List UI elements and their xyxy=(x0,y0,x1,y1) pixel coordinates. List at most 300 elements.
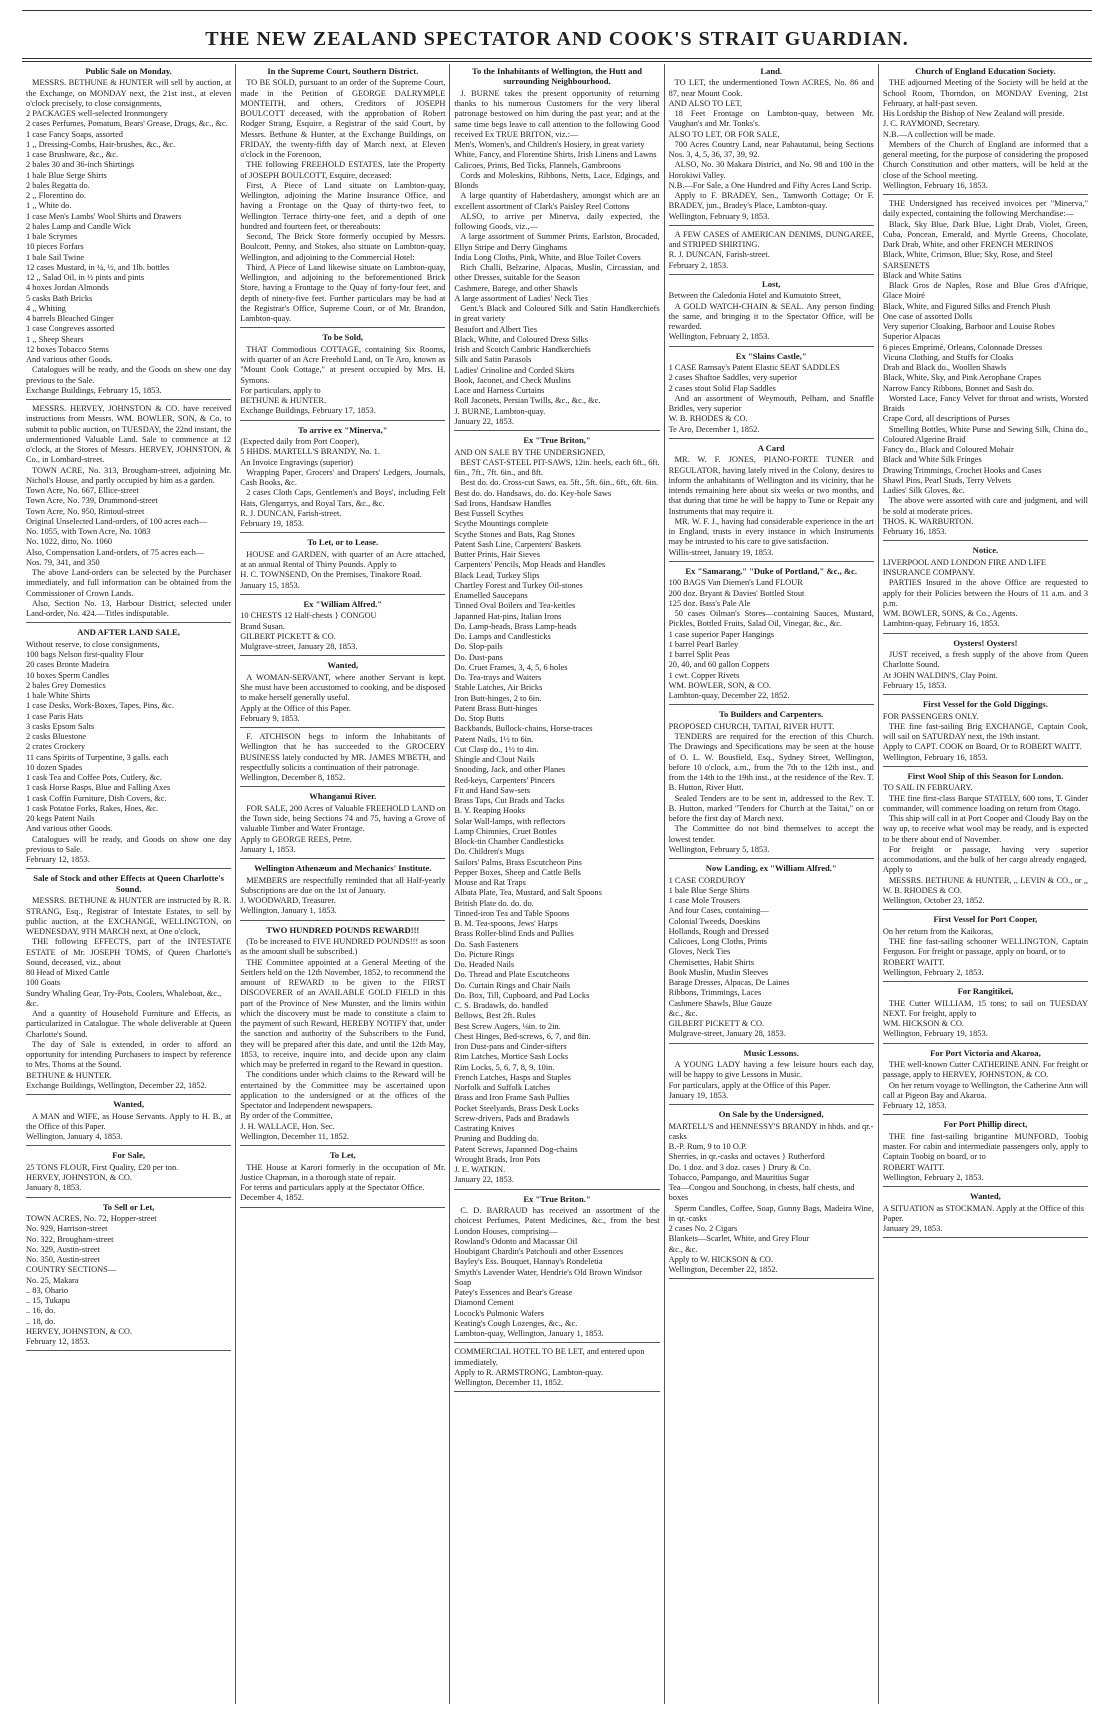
advertisement-line: February 12, 1853. xyxy=(26,855,90,865)
advertisement-line: 2 bales Lamp and Candle Wick xyxy=(26,221,131,231)
advertisement-line: Do. 1 doz. and 3 doz. cases } Drury & Co. xyxy=(668,1162,811,1172)
advertisement-heading: Wellington Athenæum and Mechanics' Institute. xyxy=(254,863,432,874)
advertisement-line: A large quantity of Haberdashery, amongst which are an excellent assortment of Clark's Paisley Reel Cottons xyxy=(454,191,660,211)
advertisement-line: Mulgrave-street, January 28, 1853. xyxy=(240,642,358,652)
advertisement-line: Black Lead, Turkey Slips xyxy=(454,570,540,580)
advertisement-line: 1 case Congreves assorted xyxy=(26,324,115,334)
advertisement-line: GILBERT PICKETT & CO. xyxy=(668,1019,765,1029)
advertisement-line: Bellows, Best 2ft. Rules xyxy=(454,1011,536,1021)
advertisement xyxy=(240,658,445,728)
advertisement xyxy=(240,730,445,787)
advertisement-heading: First Vessel for Port Cooper, xyxy=(933,914,1038,925)
advertisement-line: Scythe Stones and Bats, Rag Stones xyxy=(454,529,575,539)
advertisement-line: N.B.—A collection will be made. xyxy=(882,129,996,139)
advertisement-line: January 22, 1853. xyxy=(454,1175,514,1185)
advertisement xyxy=(669,64,874,226)
advertisement-line: THE following EFFECTS, part of the INTESTATE ESTATE of Mr. JOSEPH TOMS, of Queen Charlotte's Sound, deceased, viz., about xyxy=(26,937,232,967)
advertisement-line: No. 25, Makara xyxy=(26,1275,79,1285)
advertisement-line: Without reserve, to close consignments, xyxy=(26,639,160,649)
advertisement-line: Mulgrave-street, January 28, 1853. xyxy=(668,1029,786,1039)
advertisement-line: 2 bales Regatta do. xyxy=(26,180,90,190)
advertisement-heading: Ex "William Alfred." xyxy=(303,598,383,609)
advertisement-line: Carpenters' Pencils, Mop Heads and Handles xyxy=(454,560,606,570)
advertisement xyxy=(240,597,445,656)
advertisement-line: Albata Plate, Tea, Mustard, and Salt Spoons xyxy=(454,888,602,898)
advertisement-line: .. 18, do. xyxy=(26,1316,56,1326)
advertisement-line: Pruning and Budding do. xyxy=(454,1134,539,1144)
advertisement-heading: Whanganui River. xyxy=(309,791,377,802)
advertisement-line: January 8, 1853. xyxy=(26,1183,82,1193)
advertisement-line: Wellington, December 11, 1852. xyxy=(240,1131,349,1141)
advertisement-line: Calicoes, Prints, Bed Ticks, Flannels, Gambroons xyxy=(454,160,621,170)
advertisement-line: THE following FREEHOLD ESTATES, late the Property of JOSEPH BOULCOTT, Esquire, deceased: xyxy=(240,160,446,180)
advertisement xyxy=(669,228,874,275)
advertisement-line: 20, 40, and 60 gallon Coppers xyxy=(668,660,770,670)
advertisement-line: 2 cases No. 2 Cigars xyxy=(668,1224,738,1234)
advertisement-line: Exchange Buildings, February 15, 1853. xyxy=(26,385,162,395)
advertisement-line: 20 cases Bronte Madeira xyxy=(26,660,110,670)
advertisement-line: 1 case Brushware, &c., &c. xyxy=(26,150,119,160)
advertisement-line: 1 case Men's Lambs' Wool Shirts and Drawers xyxy=(26,211,182,221)
advertisement-line: Solar Wall-lamps, with reflectors xyxy=(454,816,566,826)
advertisement-line: 10 boxes Sperm Candles xyxy=(26,670,110,680)
advertisement-line: Gent.'s Black and Coloured Silk and Satin Handkerchiefs in great variety xyxy=(454,304,660,324)
advertisement-line: 1 cask Potatoe Forks, Rakes, Hoes, &c. xyxy=(26,803,159,813)
advertisement-line: Iron Butt-hinges, 2 to 6in. xyxy=(454,693,542,703)
advertisement-heading: To Let, or to Lease. xyxy=(307,537,379,548)
advertisement-line: Smelling Bottles, White Purse and Sewing Silk, China do., Coloured Algerine Braid xyxy=(882,424,1089,444)
advertisement-line: One case of assorted Dolls xyxy=(882,311,973,321)
advertisement-line: Te Aro, December 1, 1852. xyxy=(668,424,760,434)
advertisement-heading: To Let, xyxy=(329,1150,356,1161)
advertisement-line: December 4, 1852. xyxy=(240,1193,304,1203)
advertisement-line: 10 CHESTS 12 Half-chests } CONGOU xyxy=(240,611,377,621)
advertisement-line: 1 barrel Split Peas xyxy=(668,650,730,660)
advertisement-line: February 2, 1853. xyxy=(668,260,729,270)
advertisement-heading: Wanted, xyxy=(970,1191,1001,1202)
advertisement-line: January 22, 1853. xyxy=(454,416,514,426)
advertisement-line: MESSRS. BETHUNE & HUNTER will sell by auction, at the Exchange, on MONDAY next, the 21st inst., at eleven o'clock precisely, to close consignments, xyxy=(26,78,232,108)
advertisement-line: Wellington, October 23, 1852. xyxy=(882,896,985,906)
advertisement-heading: Land. xyxy=(760,66,783,76)
advertisement-line: FOR SALE, 200 Acres of Valuable FREEHOLD LAND on the Town side, being Sections 74 and 75, having a Grove of valuable Timber and Water Frontage. xyxy=(240,803,446,834)
advertisement-line: J. BURNE takes the present opportunity of returning thanks to his numerous Customers for the very liberal patronage bestowed on him during the past year; and at the same time begs leave to call attention to the following Good received Ex TRUE BRITON, viz.:— xyxy=(454,88,660,139)
advertisement-line: Black, Sky Blue, Dark Blue, Light Drab, Violet, Green, Cuba, Poncean, Emerald, and Myrtle Greens, Chocolate, Dark Drab, White, and other FRENCH MERINOS xyxy=(882,219,1089,250)
advertisement-line: 18 Feet Frontage on Lambton-quay, between Mr. Vaughan's and Mr. Tonks's. xyxy=(668,109,874,129)
advertisement-line: Chemisettes, Habit Shirts xyxy=(668,957,754,967)
advertisement-line: At JOHN WALDIN'S, Clay Point. xyxy=(882,670,998,680)
advertisement-line: No. 322, Brougham-street xyxy=(26,1234,114,1244)
advertisement-line: Wellington, January 1, 1853. xyxy=(240,906,337,916)
advertisement-line: A large assortment of Summer Prints, Earlston, Brocaded, Ellyn Stripe and Derry Ginghams xyxy=(454,232,660,252)
advertisement-line: 80 Head of Mixed Cattle xyxy=(26,968,110,978)
advertisement-line: 10 dozen Spades xyxy=(26,762,83,772)
advertisement-line: Diamond Cement xyxy=(454,1298,514,1308)
advertisement-line: The above Land-orders can be selected by the Purchaser immediately, and full information can be obtained from the Commissioner of Crown Lands. xyxy=(26,568,232,598)
advertisement-line: Snooding, Jack, and other Planes xyxy=(454,765,566,775)
advertisement-line: And various other Goods. xyxy=(26,824,113,834)
advertisement-line: 1 cask Tea and Coffee Pots, Cutlery, &c. xyxy=(26,773,162,783)
column-5 xyxy=(878,64,1092,1704)
advertisement-line: The above were assorted with care and judgment, and will be sold at moderate prices. xyxy=(882,496,1089,516)
advertisement-line: Rowland's Odonto and Macassar Oil xyxy=(454,1236,578,1246)
advertisement-line: January 29, 1853. xyxy=(882,1224,943,1234)
advertisement-line: January 19, 1853. xyxy=(668,1090,729,1100)
advertisement-line: 2 casks Bluestone xyxy=(26,732,87,742)
advertisement-line: Wellington, February 9, 1853. xyxy=(668,211,770,221)
advertisement-line: TOWN ACRE, No. 313, Brougham-street, adjoining Mr. Nichol's House, and partly occupied by him as a garden. xyxy=(26,465,232,485)
advertisement xyxy=(454,64,659,431)
advertisement-line: British Plate do. do. do. xyxy=(454,898,534,908)
column-2 xyxy=(235,64,449,1704)
advertisement-line: Do. Box, Till, Cupboard, and Pad Locks xyxy=(454,990,590,1000)
advertisement-line: A WOMAN-SERVANT, where another Servant is kept. She must have been accustomed to cooking, and be disposed to make herself generally useful. xyxy=(240,672,446,703)
advertisement xyxy=(669,441,874,562)
advertisement-line: Gloves, Neck Ties xyxy=(668,947,731,957)
advertisement-line: Narrow Fancy Ribbons, Bonnet and Sash do. xyxy=(882,383,1035,393)
advertisement-line: For freight or passage, having very superior accommodations, and the bulk of her cargo already engaged, xyxy=(882,844,1089,865)
advertisement-heading: For Port Phillip direct, xyxy=(943,1119,1028,1130)
advertisement-line: Best Fussell Scythes xyxy=(454,509,524,519)
advertisement-columns xyxy=(22,64,1092,1704)
newspaper-title: THE NEW ZEALAND SPECTATOR AND COOK'S STRAIT GUARDIAN. xyxy=(205,28,909,50)
advertisement-line: 1 CASE Ramsay's Patent Elastic SEAT SADDLES xyxy=(668,363,840,373)
advertisement-line: For particulars, apply to xyxy=(240,385,321,395)
advertisement xyxy=(240,64,445,328)
advertisement-line: 50 cases Oilman's Stores—containing Sauces, Mustard, Pickles, Bottled Fruits, Salad Oil, Vinegar, &c., &c. xyxy=(668,609,874,629)
advertisement-line: Wellington, February 2, 1853. xyxy=(882,967,984,977)
advertisement-line: Blankets—Scarlet, White, and Grey Flour xyxy=(668,1234,810,1244)
advertisement-line: Do. Cruet Frames, 3, 4, 5, 6 holes xyxy=(454,662,568,672)
advertisement xyxy=(26,625,231,869)
advertisement-heading: To arrive ex "Minerva," xyxy=(298,424,388,435)
advertisement-line: His Lordship the Bishop of New Zealand will preside. xyxy=(882,109,1065,119)
advertisement-line: February 15, 1853. xyxy=(882,680,947,690)
advertisement-line: Sealed Tenders are to be sent in, addressed to the Rev. T. B. Hutton, marked "Tenders for Church at the Taitai," on or before the first day of March next. xyxy=(668,793,874,824)
advertisement-line: Black and White Satins xyxy=(882,270,962,280)
column-1 xyxy=(22,64,235,1704)
advertisement-line: Do. Picture Rings xyxy=(454,949,515,959)
advertisement-line: Apply at the Office of this Paper. xyxy=(240,703,351,713)
advertisement-line: Stable Latches, Air Bricks xyxy=(454,683,543,693)
advertisement-line: Castrating Knives xyxy=(454,1124,515,1134)
advertisement-line: 12 boxes Tobacco Stems xyxy=(26,344,109,354)
advertisement-line: J. E. WATKIN. xyxy=(454,1165,506,1175)
advertisement-line: Red-keys, Carpenters' Pincers xyxy=(454,775,555,785)
advertisement-line: AND ALSO TO LET, xyxy=(668,98,743,108)
advertisement-line: 100 BAGS Van Diemen's Land FLOUR xyxy=(668,578,803,588)
advertisement-line: Beaufort and Albert Ties xyxy=(454,324,537,334)
advertisement-line: BEST CAST-STEEL PIT-SAWS, 12in. heels, each 6ft., 6ft. 6in., 7ft., 7ft. 6in., and 8ft. xyxy=(454,457,660,478)
advertisement xyxy=(26,1200,231,1352)
advertisement-line: Sperm Candles, Coffee, Soap, Gunny Bags, Madeira Wine, in qr.-casks xyxy=(668,1203,874,1223)
advertisement-line: MR. W. F. J., having had considerable experience in the art in England, trusts in every instance in which Instruments may be intrusted to his care to give satisfaction. xyxy=(668,516,874,547)
column-4 xyxy=(664,64,878,1704)
advertisement xyxy=(669,861,874,1043)
advertisement-line: Wellington, February 5, 1853. xyxy=(668,844,770,854)
advertisement-line: Sundry Whaling Gear, Try-Pots, Coolers, Whaleboat, &c., &c. xyxy=(26,988,222,1008)
advertisement-line: 1 cwt. Copper Rivets xyxy=(668,670,740,680)
advertisement-line: 1 case Paris Hats xyxy=(26,711,83,721)
advertisement-line: Best do. do. Cross-cut Saws, ea. 5ft., 5ft. 6in., 6ft., 6ft. 6in. xyxy=(460,478,659,488)
advertisement-heading: Oysters! Oysters! xyxy=(953,637,1018,648)
advertisement-line: 2 PACKAGES well-selected Ironmongery xyxy=(26,109,168,119)
advertisement-line: Wellington, December 22, 1852. xyxy=(668,1265,778,1275)
advertisement-line: Apply to R. ARMSTRONG, Lambton-quay. xyxy=(454,1367,603,1377)
advertisement-line: Ladies' Crinoline and Corded Skirts xyxy=(454,365,575,375)
advertisement xyxy=(669,564,874,705)
advertisement-line: MARTELL'S and HENNESSY'S BRANDY in hhds. and qr.-casks xyxy=(668,1121,874,1141)
advertisement-line: An Invoice Engravings (superior) xyxy=(240,457,353,467)
advertisement-line: 2 bales 30 and 36-inch Shirtings xyxy=(26,160,135,170)
advertisement-line: Lambton-quay, December 22, 1852. xyxy=(668,691,790,701)
advertisement-line: Also, Compensation Land-orders, of 75 acres each— xyxy=(26,547,205,557)
advertisement-line: 10 pieces Forfars xyxy=(26,242,84,252)
advertisement-line: Do. Thread and Plate Escutcheons xyxy=(454,970,570,980)
advertisement-line: Screw-drivers, Pads and Bradawls xyxy=(454,1113,570,1123)
advertisement-line: Barage Dresses, Alpacas, De Laines xyxy=(668,978,790,988)
advertisement-line: ROBERT WAITT. xyxy=(882,957,945,967)
advertisement-line: 100 Goats xyxy=(26,978,61,988)
advertisement-line: 100 bags Nelson first-quality Flour xyxy=(26,650,144,660)
advertisement-line: On her return from the Kaikoras, xyxy=(882,926,994,936)
masthead xyxy=(0,10,1114,66)
advertisement xyxy=(883,984,1088,1043)
advertisement-line: Hollands, Rough and Dressed xyxy=(668,926,769,936)
advertisement-line: By order of the Committee, xyxy=(240,1111,333,1121)
advertisement-line: 1 barrel Pearl Barley xyxy=(668,639,739,649)
advertisement xyxy=(240,423,445,534)
advertisement-line: Houbigant Chardin's Patchouli and other Essences xyxy=(454,1247,624,1257)
advertisement-line: Wellington, February 2, 1853. xyxy=(882,1172,984,1182)
advertisement-line: J. H. WALLACE, Hon. Sec. xyxy=(240,1121,335,1131)
advertisement-line: 1 case Fancy Soaps, assorted xyxy=(26,129,123,139)
advertisement-line: HERVEY, JOHNSTON, & CO. xyxy=(26,1173,133,1183)
advertisement-line: Third, A Piece of Land likewise situate on Lambton-quay, Wellington, and adjoining to the beforementioned Brick Store, having a Frontage to the Quay of forty-four feet, and depth of ninety-five feet. Further particulars may be had at the Registrar's Office, Supreme Court, or of Mr. Brandon, Lambton-quay. xyxy=(240,262,446,324)
advertisement xyxy=(240,535,445,594)
advertisement-line: For terms and particulars apply at the Spectator Office. xyxy=(240,1183,425,1193)
advertisement-line: MR. W. F. JONES, PIANO-FORTE TUNER and REGULATOR, having lately rrived in the Colony, desires to inform the anhabitants of Wellington and its vicinity, that he intends remaining here about six weeks or two months, and that during that time he will be happy to Tune or Repair any Instruments that may require it. xyxy=(668,455,874,516)
advertisement-line: THE House at Karori formerly in the occupation of Mr. Justice Chapman, in a thorough state of repair. xyxy=(240,1162,446,1182)
advertisement-line: Crape Cord, all descriptions of Purses xyxy=(882,414,1010,424)
advertisement-line: 11 cans Spirits of Turpentine, 3 galls. each xyxy=(26,752,169,762)
advertisement-line: Wellington, December 11, 1852. xyxy=(454,1378,564,1388)
advertisement-line: 2 cases Cloth Caps, Gentlemen's and Boys', including Felt Hats, Glengarrys, and Royal Tars, &c., &c. xyxy=(240,488,446,508)
advertisement xyxy=(26,1148,231,1197)
advertisement-line: Nos. 79, 341, and 350 xyxy=(26,557,100,567)
advertisement-line: Book Muslin, Muslin Sleeves xyxy=(668,967,769,977)
advertisement-line: MESSRS. HERVEY, JOHNSTON & CO. have received instructions from Messrs. WM. BOWLER, SON, & Co. to submit to public auction, on TUESDAY, the 22nd instant, the undermentioned Valuable Land. Sale to commence at 12 o'clock, at the Stores of Messrs. HERVEY, JOHNSTON, & Co., in Lombard-street. xyxy=(26,404,232,465)
advertisement-heading: On Sale by the Undersigned, xyxy=(718,1109,824,1120)
advertisement-line: THE fine fast-sailing Brig EXCHANGE, Captain Cook, will sail on SATURDAY next, the 19th instant. xyxy=(882,721,1089,742)
advertisement-line: Members of the Church of England are informed that a general meeting, for the purpose of considering the proposed Church Constitution and other matters, will be held at the close of the School meeting. xyxy=(882,139,1089,180)
advertisement-line: 4 ,, Whiting xyxy=(26,303,66,313)
advertisement-line: 1 bale White Shirts xyxy=(26,691,91,701)
advertisement-line: Iron Dust-pans and Cinder-sifters xyxy=(454,1042,567,1052)
advertisement-heading: Lost, xyxy=(762,278,781,289)
advertisement-line: ALSO, No. 30 Makara District, and No. 98 and 100 in the Horokiwi Valley. xyxy=(668,160,874,180)
advertisement-line: THE fine fast-sailing schooner WELLINGTON, Captain Ferguson. For freight or passage, apply on board, or to xyxy=(882,937,1089,957)
advertisement-line: PARTIES Insured in the above Office are requested to apply for their Policies between the Hours of 11 a.m. and 3 p.m. xyxy=(882,578,1089,608)
advertisement-line: Men's, Women's, and Children's Hosiery, in great variety xyxy=(454,140,645,150)
advertisement-line: Irish and Scotch Cambric Handkerchiefs xyxy=(454,345,591,355)
advertisement-line: 1 bale Blue Serge Shirts xyxy=(26,170,107,180)
advertisement-line: Lambton-quay, February 16, 1853. xyxy=(882,619,1000,629)
advertisement-line: Best Screw Augers, ⅛in. to 2in. xyxy=(454,1021,561,1031)
advertisement-line: MEMBERS are respectfully reminded that all Half-yearly Subscriptions are due on the 1st of January. xyxy=(240,875,446,895)
advertisement-line: Patent Nails, 1½ to 6in. xyxy=(454,734,534,744)
advertisement-line: February 9, 1853. xyxy=(240,713,300,723)
advertisement-line: Colonial Tweeds, Doeskins xyxy=(668,916,761,926)
advertisement-line: The day of Sale is extended, in order to afford an opportunity for intending Purchasers to inspect by reference to Mrs. Thoms at the Sound. xyxy=(26,1039,232,1070)
advertisement xyxy=(669,349,874,439)
advertisement-line: FOR PASSENGERS ONLY. xyxy=(882,711,979,721)
advertisement-line: J. WOODWARD, Treasurer. xyxy=(240,896,336,906)
advertisement-line: (To be increased to FIVE HUNDRED POUNDS!!! as soon as the amount shall be subscribed.) xyxy=(240,937,446,957)
advertisement-line: F. ATCHISON begs to inform the Inhabitants of Wellington that he has succeeded to the GROCERY BUSINESS lately conducted by MR. JAMES M'BETH, and respectfully solicits a continuation of their patronage. xyxy=(240,732,446,772)
advertisement-line: J. BURNE, Lambton-quay. xyxy=(454,406,546,416)
advertisement xyxy=(669,1107,874,1279)
advertisement-line: &c., &c. xyxy=(668,1008,698,1018)
advertisement-line: Scythe Mountings complete xyxy=(454,519,549,529)
advertisement-line: And various other Goods. xyxy=(26,355,113,365)
advertisement-line: .. 15, Tukapu xyxy=(26,1296,70,1306)
advertisement-line: ALSO, to arrive per Minerva, daily expected, the following Goods, viz.,— xyxy=(454,211,660,232)
advertisement-line: Patent Screws, Japanned Dog-chains xyxy=(454,1144,578,1154)
advertisement-line: Black Gros de Naples, Rose and Blue Gros d'Afrique, Glace Moiré xyxy=(882,281,1089,301)
advertisement-line: Smyth's Lavender Water, Hendrie's Old Brown Windsor Soap xyxy=(454,1267,643,1287)
advertisement xyxy=(454,1345,659,1392)
advertisement-line: 4 boxes Jordan Almonds xyxy=(26,283,109,293)
advertisement-heading: Wanted, xyxy=(113,1099,144,1110)
advertisement-line: Cashmere, Barege, and other Shawls xyxy=(454,283,578,293)
advertisement-line: Apply to GEORGE REES, Petre. xyxy=(240,834,352,844)
advertisement-line: The Committee do not bind themselves to accept the lowest tender. xyxy=(668,824,874,844)
advertisement-line: For particulars, apply at the Office of this Paper. xyxy=(668,1080,831,1090)
advertisement-line: Black, White, and Coloured Dress Silks xyxy=(454,334,589,344)
advertisement-heading: For Sale, xyxy=(112,1150,145,1161)
advertisement-line: A GOLD WATCH-CHAIN & SEAL. Any person finding the same, and bringing it to the Spectator Office, will be rewarded. xyxy=(668,301,874,332)
advertisement-line: Do. Lamp-heads, Brass Lamp-heads xyxy=(454,621,577,631)
advertisement-line: Locock's Pulmonic Wafers xyxy=(454,1308,544,1318)
advertisement-line: February 16, 1853. xyxy=(882,527,947,537)
advertisement-line: A large assortment of Ladies' Neck Ties xyxy=(454,293,588,303)
advertisement-heading: Music Lessons. xyxy=(743,1047,799,1058)
advertisement-line: Japanned Hat-pins, Italian Irons xyxy=(454,611,562,621)
advertisement-line: 1 ,, Dressing-Combs, Hair-brushes, &c., &c. xyxy=(26,139,176,149)
advertisement-heading: Sale of Stock and other Effects at Queen Charlotte's Sound. xyxy=(33,873,224,894)
advertisement-line: 1 case Desks, Work-Boxes, Tapes, Pins, &c. xyxy=(26,701,174,711)
advertisement-line: .. 83, Ohario xyxy=(26,1285,69,1295)
advertisement-line: Do. Tea-trays and Waiters xyxy=(454,673,542,683)
advertisement-line: 1 bale Scrymes xyxy=(26,232,78,242)
advertisement-line: THE Cutter WILLIAM, 15 tons; to sail on TUESDAY NEXT. For freight, apply to xyxy=(882,998,1089,1018)
advertisement-line: 5 casks Bath Bricks xyxy=(26,293,93,303)
advertisement xyxy=(454,1192,659,1344)
advertisement-line: Roll Jaconets, Persian Twills, &c., &c., &c. xyxy=(454,396,601,406)
advertisement-line: N.B.—For Sale, a One Hundred and Fifty Acres Land Scrip. xyxy=(668,180,872,190)
advertisement-line: C. D. BARRAUD has received an assortment of the choicest Perfumes, Patent Medicines, &c., from the best London Houses, comprising— xyxy=(454,1206,660,1236)
advertisement-heading: Notice. xyxy=(972,545,999,556)
advertisement xyxy=(883,1046,1088,1116)
advertisement xyxy=(883,912,1088,982)
advertisement-heading: Wanted, xyxy=(327,660,359,671)
advertisement-line: Norfolk and Suffolk Latches xyxy=(454,1083,551,1093)
advertisement-line: WM. BOWLER, SONS, & Co., Agents. xyxy=(882,609,1018,619)
advertisement-line: W. B. RHODES & CO. xyxy=(668,414,748,424)
advertisement-line: This ship will call in at Port Cooper and Cloudy Bay on the way up, to receive what wool may be ready, and is expected to be there about end of November. xyxy=(882,814,1089,844)
advertisement-heading: For Rangitikei, xyxy=(957,986,1014,997)
advertisement-line: Drawing Trimmings, Crochet Hooks and Cases xyxy=(882,465,1042,475)
advertisement-line: BETHUNE & HUNTER. xyxy=(240,396,327,406)
advertisement-line: THE adjourned Meeting of the Society will be held at the School Room, Thorndon, on MONDAY Evening, 21st February, at half-past seven. xyxy=(882,78,1089,108)
advertisement-line: Tea—Congou and Souchong, in chests, half chests, and boxes xyxy=(668,1183,855,1203)
advertisement-line: January 15, 1853. xyxy=(240,580,300,590)
advertisement-line: TO BE SOLD, pursuant to an order of the Supreme Court, made in the Petition of GEORGE DALRYMPLE MONTEITH, and others, Creditors of JOSEPH BOULCOTT deceased, with the approbation of Robert Rodger Strang, Esquire, a Registrar of the said Court, by Messrs. Bethune & Hunter, at the Exchange Buildings, on FRIDAY, the twenty-fifth day of March next, at Eleven o'clock in the Forenoon, xyxy=(240,78,446,160)
advertisement-line: A YOUNG LADY having a few leisure hours each day, will be happy to give Lessons in Music. xyxy=(668,1060,874,1080)
advertisement-line: Do. Dust-pans xyxy=(454,652,503,662)
advertisement-line: No. 1055, with Town Acre, No. 1083 xyxy=(26,527,151,537)
advertisement xyxy=(240,1148,445,1207)
advertisement-line: Apply to CAPT. COOK on Board, Or to ROBERT WAITT. xyxy=(882,742,1082,752)
advertisement-line: Original Unselected Land-orders, of 100 acres each— xyxy=(26,516,208,526)
advertisement-line: Lambton-quay, Wellington, January 1, 1853. xyxy=(454,1329,604,1339)
advertisement-line: Do. Children's Mugs xyxy=(454,847,525,857)
advertisement-line: Block-tin Chamber Candlesticks xyxy=(454,837,564,847)
advertisement-line: Exchange Buildings, February 17, 1853. xyxy=(240,406,376,416)
advertisement-line: 2 ,, Florentino do. xyxy=(26,191,87,201)
advertisement-heading: For Port Victoria and Akaroa, xyxy=(930,1047,1041,1058)
advertisement-line: Butter Prints, Hair Sieves xyxy=(454,550,541,560)
advertisement-line: Second, The Brick Store formerly occupied by Messrs. Boulcott, Penny, and Stokes, also situate on Lambton-quay, Wellington, and adjoining to the Commercial Hotel: xyxy=(240,232,446,262)
advertisement-line: Apply to F. BRADEY, Sen., Tamworth Cottage; Or F. BRADEY, jun., Bradey's Place, Lambton-quay. xyxy=(668,191,874,211)
advertisement-line: 125 doz. Bass's Pale Ale xyxy=(668,598,751,608)
advertisement-line: J. C. RAYMOND, Secretary. xyxy=(882,119,980,129)
advertisement-line: Catalogues will be ready, and the Goods on shew one day previous to the Sale. xyxy=(26,365,232,385)
advertisement-line: MESSRS. BETHUNE & HUNTER, ,, LEVIN & CO., or ,, W. B. RHODES & CO. xyxy=(882,875,1089,895)
advertisement-heading: First Wool Ship of this Season for London. xyxy=(907,770,1064,781)
advertisement-line: On her return voyage to Wellington, the Catherine Ann will call at Pigeon Bay and Akaroa. xyxy=(882,1080,1089,1100)
advertisement-line: Apply to W. HICKSON & CO. xyxy=(668,1254,774,1264)
advertisement-line: TO LET, the undermentioned Town ACRES, No. 86 and 87, near Mount Cook. xyxy=(668,78,874,98)
advertisement-line: Ribbons, Trimmings, Laces xyxy=(668,988,762,998)
advertisement-line: Sailors' Palms, Brass Escutcheon Pins xyxy=(454,857,582,867)
advertisement-line: Rim Latches, Mortice Sash Locks xyxy=(454,1052,569,1062)
advertisement-line: Cut Clasp do., 1½ to 4in. xyxy=(454,744,539,754)
advertisement-line: A SITUATION as STOCKMAN. Apply at the Office of this Paper. xyxy=(882,1203,1084,1223)
advertisement-line: And a quantity of Household Furniture and Effects, as particularized in Catalogue. The whole deliverable at Queen Charlotte's Sound. xyxy=(26,1009,232,1039)
advertisement-heading: In the Supreme Court, Southern District. xyxy=(267,66,419,76)
advertisement-line: 1 ,, Sheep Shears xyxy=(26,334,84,344)
advertisement-line: Sherries, in qr.-casks and octaves } Rutherford xyxy=(668,1152,825,1162)
advertisement-line: Chartley Forest and Turkey Oil-stones xyxy=(454,580,583,590)
advertisement-line: Tobacco, Pampango, and Mauritius Sugar xyxy=(668,1172,809,1182)
advertisement-line: GILBERT PICKETT & CO. xyxy=(240,631,336,641)
advertisement xyxy=(26,402,231,623)
advertisement-line: 1 case Mole Trousers xyxy=(668,896,741,906)
advertisement-line: February 12, 1853. xyxy=(882,1101,947,1111)
advertisement-line: LIVERPOOL AND LONDON FIRE AND LIFE INSURANCE COMPANY. xyxy=(882,557,1047,578)
advertisement-line: Drab and Black do., Woollen Shawls xyxy=(882,363,1007,373)
advertisement-line: January 1, 1853. xyxy=(240,844,296,854)
advertisement xyxy=(883,769,1088,910)
advertisement-line: THE fine first-class Barque STATELY, 600 tons, T. Ginder commander, will commence loading on return from Otago. xyxy=(882,793,1089,813)
advertisement-line: First, A Piece of Land situate on Lambton-quay, Wellington, adjoining the Marine Insurance Office, and having a Frontage on the Quay of thirty-two feet, to Wellington Terrace thirty-one feet, and a depth of one hundred and fourteen feet, or thereabouts: xyxy=(240,180,446,231)
advertisement-line: Fit and Hand Saw-sets xyxy=(454,785,531,795)
advertisement-heading: To be Sold, xyxy=(322,332,364,343)
advertisement-line: Book, Jaconet, and Check Muslins xyxy=(454,375,571,385)
advertisement-line: B.-P. Rum, 9 to 10 O.P. xyxy=(668,1142,747,1152)
